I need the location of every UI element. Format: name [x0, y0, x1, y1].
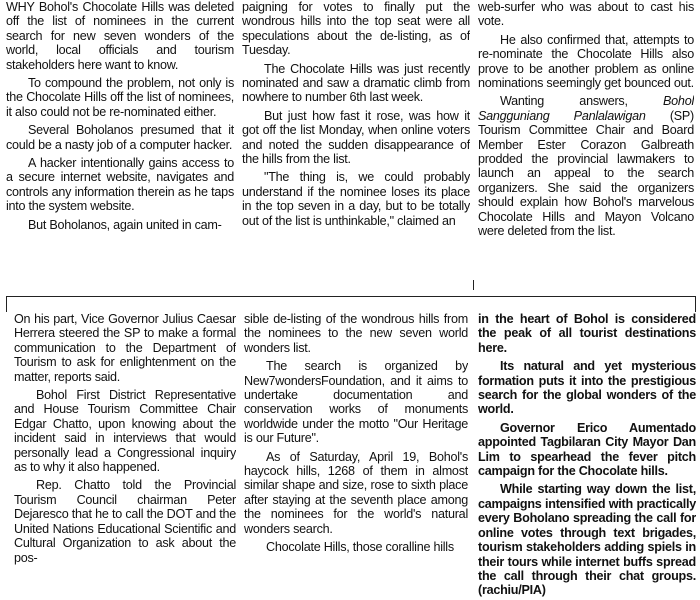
paragraph: While starting way down the list, campaigns intensified with practically every Boholano spreading the call for online votes through text brigades, tourism stakeholders adding spiels in their tours while internet buffs spread the call through their chat groups. (rachiu/PIA)	[478, 482, 696, 598]
paragraph: The search is organized by New7wondersFoundation, and it aims to undertake documentation and conservation works of monuments worldwide under the motto "Our Heritage is our Future".	[244, 359, 468, 446]
rest-text: (SP) Tourism Committee Chair and Board Member Ester Corazon Galbreath prodded the provincial lawmakers to launch an appeal to the search organizers. She said the organizers should explain how Bohol's marvelous Chocolate Hills and Mayon Volcano were deleted from the list.	[478, 108, 694, 239]
paragraph: WHY Bohol's Chocolate Hills was deleted off the list of nominees in the current search for new seven wonders of the world, local officials and tourism stakeholders here want to know.	[6, 0, 234, 72]
paragraph: "The thing is, we could probably understand if the nominee loses its place in the top seven in a day, but to be totally out of the list is unthinkable," claimed an	[242, 170, 470, 228]
paragraph: On his part, Vice Governor Julius Caesar Herrera steered the SP to make a formal communication to the Department of Tourism to ask for enlightenment on the matter, reports said.	[14, 312, 236, 384]
column-rule	[473, 280, 474, 290]
paragraph: A hacker intentionally gains access to a secure internet website, navigates and controls any information therein as he taps into the system website.	[6, 156, 234, 214]
bottom-column-3	[478, 312, 696, 600]
paragraph: Its natural and yet mysterious formation puts it into the prestigious search for the global wonders of the world.	[478, 359, 696, 417]
paragraph: But just how fast it rose, was how it got off the list Monday, when online voters and noted the sudden disappearance of the hills from the list.	[242, 108, 470, 167]
paragraph: As of Saturday, April 19, Bohol's haycock hills, 1268 of them in almost similar shape and size, rose to sixth place after staying at the seventh place among the nominees for the world's natural wonders search.	[244, 449, 468, 536]
paragraph-wanting-answers	[478, 94, 694, 238]
paragraph: in the heart of Bohol is considered the peak of all tourist destinations here.	[478, 312, 696, 355]
italic-text: Bohol Sangguniang Panlalawigan	[478, 94, 694, 123]
top-column-3	[478, 0, 694, 288]
top-column-1	[6, 0, 234, 288]
bottom-column-1	[14, 312, 236, 600]
paragraph: paigning for votes to finally put the wondrous hills into the top seat were all speculations about the de-listing, as of Tuesday.	[242, 0, 470, 58]
paragraph: Bohol First District Representative and House Tourism Committee Chair Edgar Chatto, upon knowing about the incident said in interviews that would personally lead a Congressional inquiry as to why it also happened.	[14, 388, 236, 475]
paragraph: Several Boholanos presumed that it could be a nasty job of a computer hacker.	[6, 123, 234, 152]
horizontal-rule	[6, 296, 696, 297]
bottom-column-2	[244, 312, 468, 600]
top-column-2	[242, 0, 470, 288]
vertical-rule-left	[6, 296, 7, 312]
paragraph: web-surfer who was about to cast his vote.	[478, 0, 694, 29]
vertical-rule-right	[695, 296, 696, 312]
paragraph: He also confirmed that, attempts to re-nominate the Chocolate Hills also prove to be another problem as online nominations seemingly get bounced out.	[478, 32, 694, 91]
paragraph: Chocolate Hills, those coralline hills	[266, 540, 454, 555]
lead-text: Wanting answers,	[500, 94, 628, 109]
paragraph: To compound the problem, not only is the Chocolate Hills off the list of nominees, it also could not be re-nominated either.	[6, 76, 234, 119]
paragraph: The Chocolate Hills was just recently nominated and saw a dramatic climb from nowhere to number 6th last week.	[242, 61, 470, 105]
paragraph: Rep. Chatto told the Provincial Tourism Council chairman Peter Dejaresco that he to call the DOT and the United Nations Educational Scientific and Cultural Organization to ask about the pos-	[14, 478, 236, 565]
paragraph: sible de-listing of the wondrous hills from the nominees to the new seven world wonders list.	[244, 312, 468, 355]
paragraph: Governor Erico Aumentado appointed Tagbilaran City Mayor Dan Lim to spearhead the fever pitch campaign for the Chocolate hills.	[478, 420, 696, 479]
paragraph: But Boholanos, again united in cam-	[28, 217, 222, 232]
